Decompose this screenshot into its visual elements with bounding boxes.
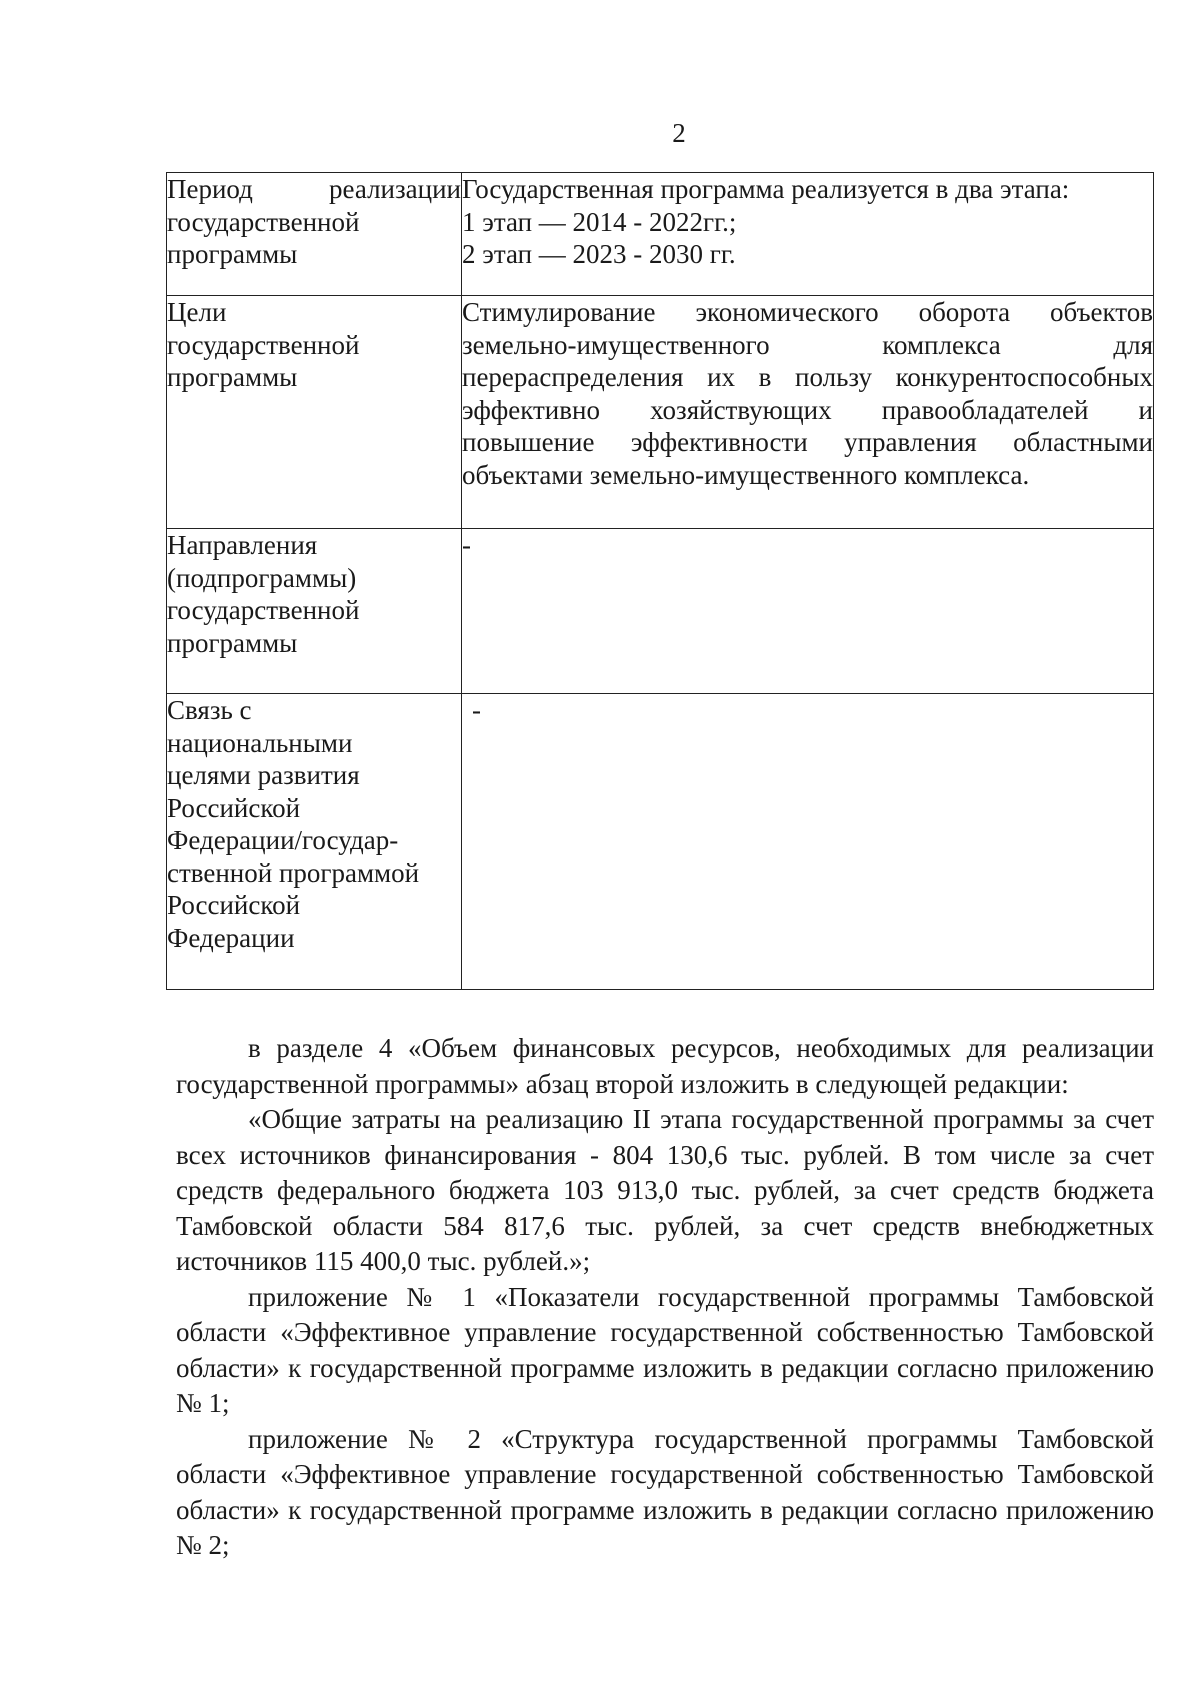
paragraph: в разделе 4 «Объем финансовых ресурсов, необходимых для реализации государственной программы» абзац второй изложить в следующей редакции: — [176, 1033, 1154, 1099]
label-line: Российской — [167, 890, 301, 920]
paragraph: приложение № 2 «Структура государственной программы Тамбовской области «Эффективное управление государственной собственностью Тамбовской области» к государственной программе изложить в редакции согласно приложению № 2; — [176, 1423, 1154, 1560]
value-line: Государственная программа реализуется в два этапа: — [462, 174, 1070, 204]
value-text: Стимулирование экономического оборота объектов земельно-имущественного комплекса для перераспределения их в пользу конкурентоспособных эффективно хозяйствующих правообладателей и повышение эффективности управления областными объектами земельно-имущественного комплекса. — [462, 297, 1153, 490]
amendment-text — [176, 1031, 1154, 1564]
label-line: государственной — [167, 329, 360, 360]
label-line: ственной программой — [167, 857, 420, 888]
table-row-directions — [167, 529, 1154, 694]
value-text: - — [472, 695, 481, 725]
row-value-cell — [462, 694, 1154, 990]
label-line: программы — [167, 627, 298, 658]
label-line: Цели — [167, 297, 227, 327]
label-line: Направления — [167, 530, 318, 560]
row-value-cell — [462, 173, 1154, 296]
row-label-cell — [167, 529, 462, 694]
paragraph: приложение № 1 «Показатели государственной программы Тамбовской области «Эффективное управление государственной собственностью Тамбовской области» к государственной программе изложить в редакции согласно приложению № 1; — [176, 1281, 1154, 1418]
row-value-cell — [462, 296, 1154, 529]
value-line: 1 этап — 2014 - 2022гг.; — [462, 206, 737, 237]
table-row-goals — [167, 296, 1154, 529]
program-passport-table — [166, 172, 1154, 990]
table-row-national-goals — [167, 694, 1154, 990]
row-label-cell — [167, 296, 462, 529]
label-line: программы — [167, 362, 298, 392]
label-line: государственной — [167, 206, 360, 237]
row-value-cell — [462, 529, 1154, 694]
label-line: Период реализации — [167, 174, 461, 204]
value-text: - — [462, 530, 471, 560]
label-line: целями развития — [167, 760, 360, 790]
label-line: национальными — [167, 727, 353, 758]
row-label-cell — [167, 694, 462, 990]
label-line: Связь с — [167, 695, 252, 725]
page-number: 2 — [672, 118, 686, 148]
table-row-period — [167, 173, 1154, 296]
value-line: 2 этап — 2023 - 2030 гг. — [462, 239, 736, 269]
paragraph: «Общие затраты на реализацию II этапа государственной программы за счет всех источников финансирования - 804 130,6 тыс. рублей. В том числе за счет средств федерального бюджета 103 913,0 тыс. рублей, за счет средств бюджета Тамбовской области 584 817,6 тыс. рублей, за счет средств внебюджетных источников 115 400,0 тыс. рублей.»; — [176, 1104, 1154, 1276]
label-line: (подпрограммы) — [167, 562, 357, 593]
label-line: Федерации/государ- — [167, 825, 399, 855]
label-line: Федерации — [167, 922, 295, 953]
label-line: программы — [167, 239, 298, 269]
row-label-cell — [167, 173, 462, 296]
label-line: Российской — [167, 792, 301, 823]
label-line: государственной — [167, 595, 360, 625]
